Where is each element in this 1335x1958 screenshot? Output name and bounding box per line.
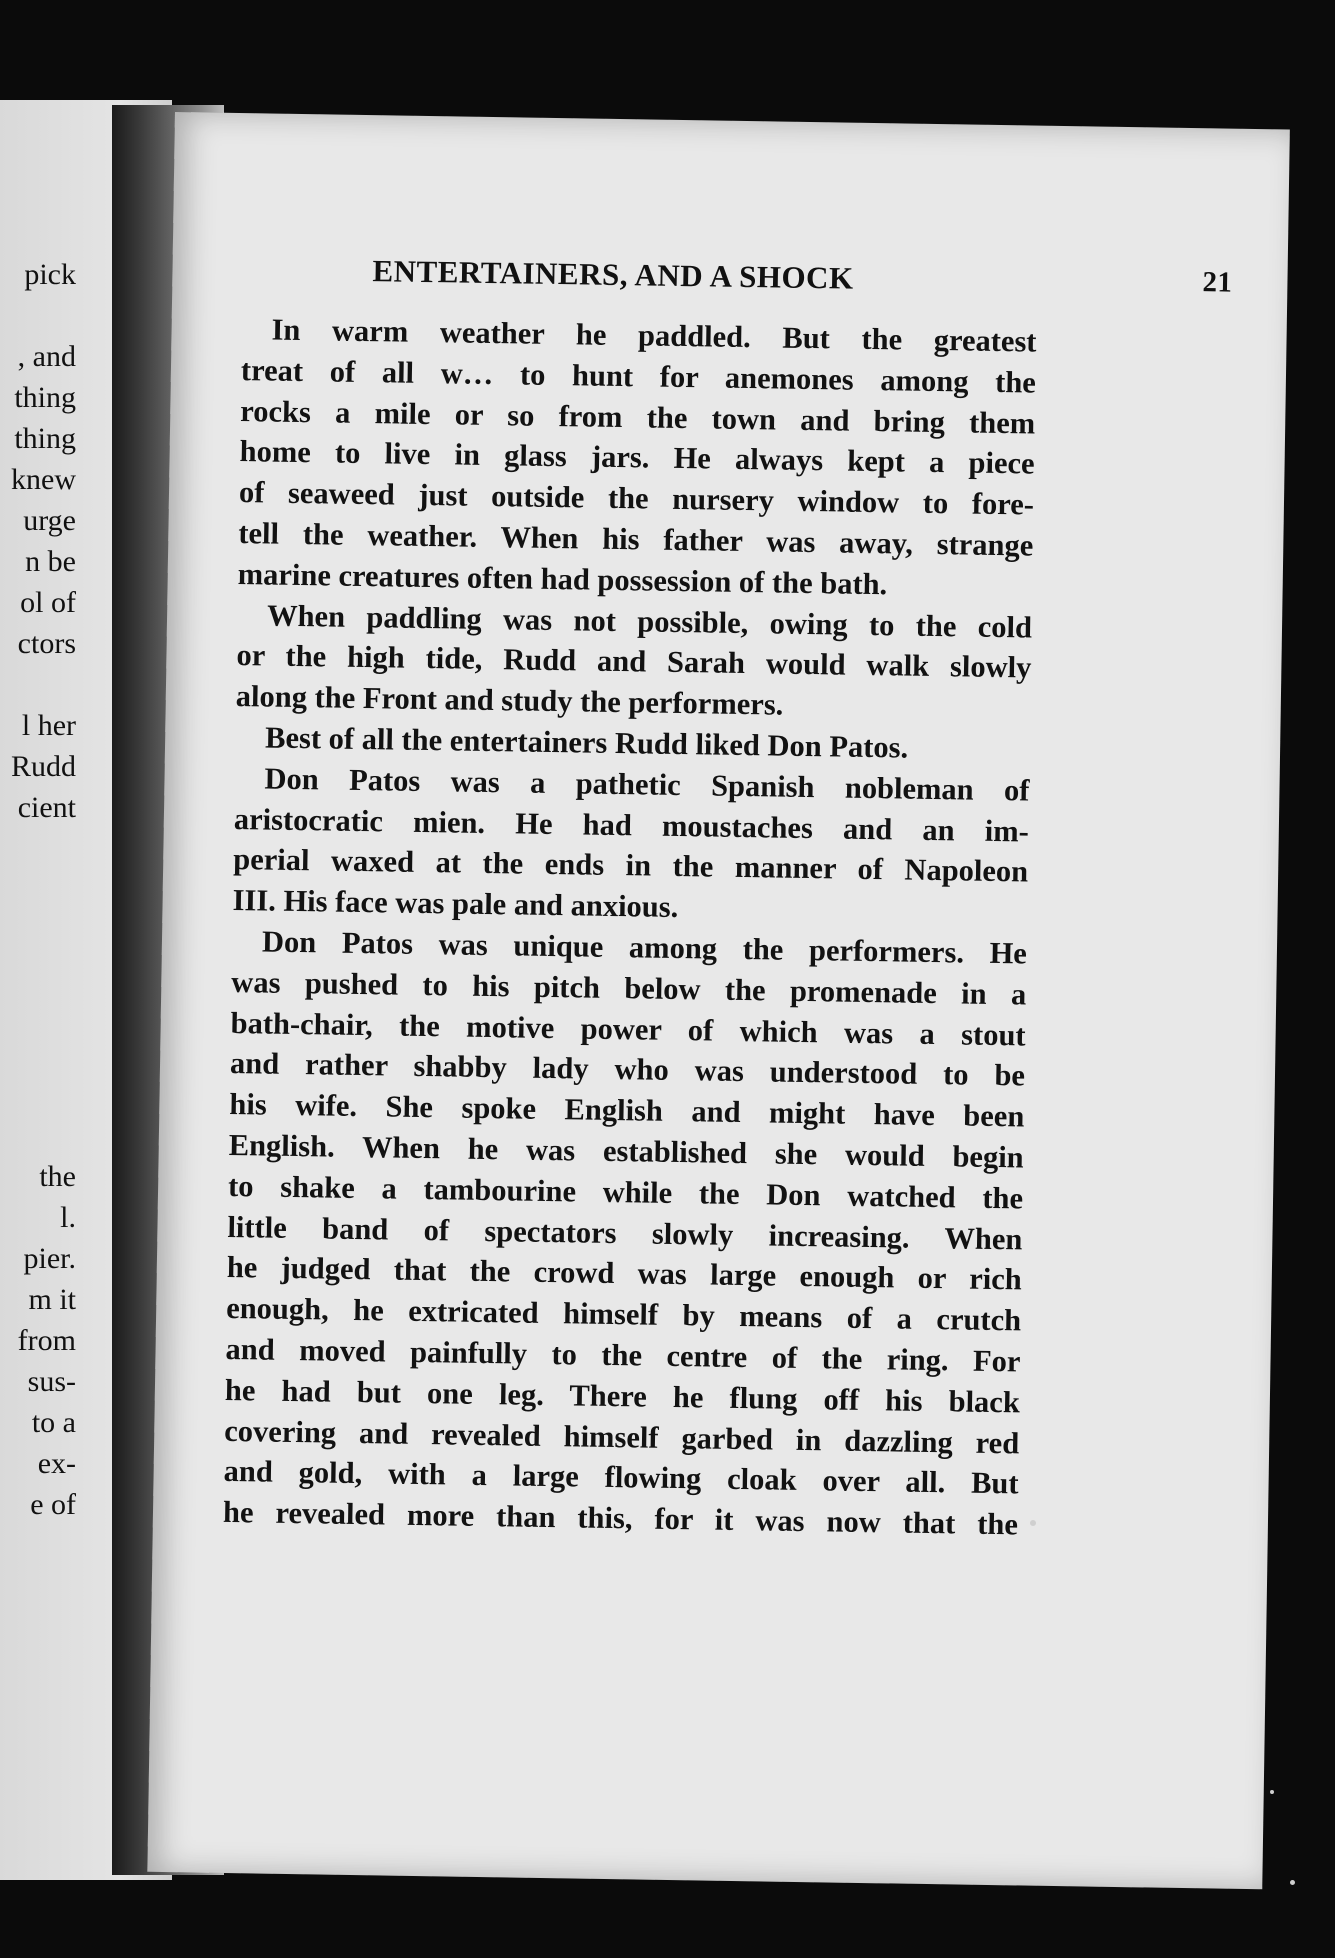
previous-page-fragment-line bbox=[11, 1039, 76, 1080]
text-line: or the high tide, Rudd and Sarah would walk slowly bbox=[236, 638, 1032, 685]
previous-page-fragment-line bbox=[11, 1080, 76, 1121]
dust-speck bbox=[1290, 1880, 1295, 1885]
text-line: to shake a tambourine while the Don watched the bbox=[227, 1168, 1024, 1216]
previous-page-fragment-line: ex- bbox=[37, 1447, 76, 1480]
previous-page-fragment-line: from bbox=[17, 1324, 76, 1357]
text-line: Don Patos was a pathetic Spanish nobleman of bbox=[264, 761, 1030, 808]
previous-page-fragment-line: l. bbox=[60, 1201, 76, 1234]
previous-page-fragment-line: sus- bbox=[27, 1365, 76, 1398]
text-line: and gold, with a large flowing cloak over all. But bbox=[223, 1454, 1019, 1501]
previous-page-fragment-line bbox=[11, 916, 76, 957]
text-line: rocks a mile or so from the town and bring them bbox=[240, 393, 1036, 441]
text-line: was pushed to his pitch below the promenade in a bbox=[231, 964, 1027, 1012]
text-line: along the Front and study the performers. bbox=[235, 679, 784, 722]
text-line: enough, he extricated himself by means of a crutch bbox=[225, 1291, 1022, 1338]
text-line: and rather shabby lady who was understood to be bbox=[229, 1046, 1026, 1093]
text-line: tell the weather. When his father was away, strange bbox=[238, 516, 1034, 563]
previous-page-line-ends bbox=[11, 260, 76, 1531]
previous-page-fragment-line: ctors bbox=[17, 627, 76, 660]
previous-page-fragment-line: pick bbox=[24, 258, 76, 291]
body-text bbox=[223, 309, 1037, 1545]
text-line: he revealed more than this, for it was now that the bbox=[222, 1495, 1019, 1542]
text-line: little band of spectators slowly increasing. When bbox=[227, 1209, 1023, 1256]
previous-page-fragment-line: thing bbox=[14, 381, 76, 414]
text-line: and moved painfully to the centre of the ring. For bbox=[225, 1331, 1021, 1379]
previous-page-fragment-line bbox=[11, 998, 76, 1039]
previous-page-fragment-line: l her bbox=[21, 709, 76, 742]
previous-page-fragment-line: the bbox=[39, 1160, 76, 1193]
text-line: of seaweed just outside the nursery window to fore- bbox=[238, 475, 1035, 522]
previous-page-fragment-line: to a bbox=[31, 1406, 76, 1439]
text-line: treat of all w… to hunt for anemones among the bbox=[240, 352, 1037, 400]
page-number: 21 bbox=[1202, 266, 1233, 299]
text-line: home to live in glass jars. He always kept a piece bbox=[239, 434, 1035, 481]
text-line: In warm weather he paddled. But the greatest bbox=[271, 312, 1037, 359]
text-line: When paddling was not possible, owing to the cold bbox=[266, 598, 1033, 645]
text-line: Best of all the entertainers Rudd liked Don Patos. bbox=[264, 720, 909, 765]
previous-page-fragment-line: Rudd bbox=[10, 750, 76, 783]
text-line: covering and revealed himself garbed in dazzling red bbox=[224, 1413, 1020, 1460]
book-page bbox=[147, 112, 1290, 1889]
text-line: he judged that the crowd was large enough or rich bbox=[226, 1250, 1023, 1297]
previous-page-fragment-line bbox=[11, 834, 76, 875]
previous-page-fragment-line: , and bbox=[17, 340, 76, 373]
previous-page-fragment-line: m it bbox=[28, 1283, 76, 1316]
text-line: perial waxed at the ends in the manner of Napoleon bbox=[233, 842, 1029, 889]
text-line: marine creatures often had possession of the bath. bbox=[237, 556, 888, 602]
previous-page-fragment-line: thing bbox=[14, 422, 76, 455]
text-line: III. His face was pale and anxious. bbox=[232, 883, 679, 925]
running-head bbox=[372, 253, 1233, 299]
previous-page-fragment-line bbox=[11, 1121, 76, 1162]
previous-page-fragment-line bbox=[11, 301, 76, 342]
previous-page-fragment-line: n be bbox=[25, 545, 76, 578]
text-line: English. When he was established she would begin bbox=[228, 1127, 1024, 1175]
text-line: bath-chair, the motive power of which was a stout bbox=[230, 1005, 1026, 1053]
previous-page-fragment-line: cient bbox=[17, 791, 76, 824]
previous-page-fragment-line bbox=[11, 957, 76, 998]
previous-page-fragment-line: pier. bbox=[23, 1242, 76, 1275]
text-line: aristocratic mien. He had moustaches and an im- bbox=[233, 801, 1030, 849]
previous-page-fragment-line: knew bbox=[11, 463, 76, 496]
previous-page-fragment-line: ol of bbox=[20, 586, 76, 619]
running-head-title: ENTERTAINERS, AND A SHOCK bbox=[372, 253, 854, 296]
previous-page-fragment-line bbox=[11, 670, 76, 711]
text-line: Don Patos was unique among the performers. He bbox=[261, 924, 1028, 971]
dust-speck bbox=[1030, 1520, 1036, 1526]
text-line: his wife. She spoke English and might have been bbox=[229, 1087, 1025, 1134]
dust-speck bbox=[1270, 1790, 1274, 1794]
previous-page-fragment-line: urge bbox=[23, 504, 76, 537]
previous-page-fragment-line bbox=[11, 875, 76, 916]
text-line: he had but one leg. There he flung off his black bbox=[224, 1372, 1021, 1420]
previous-page-fragment-line: e of bbox=[30, 1488, 76, 1521]
